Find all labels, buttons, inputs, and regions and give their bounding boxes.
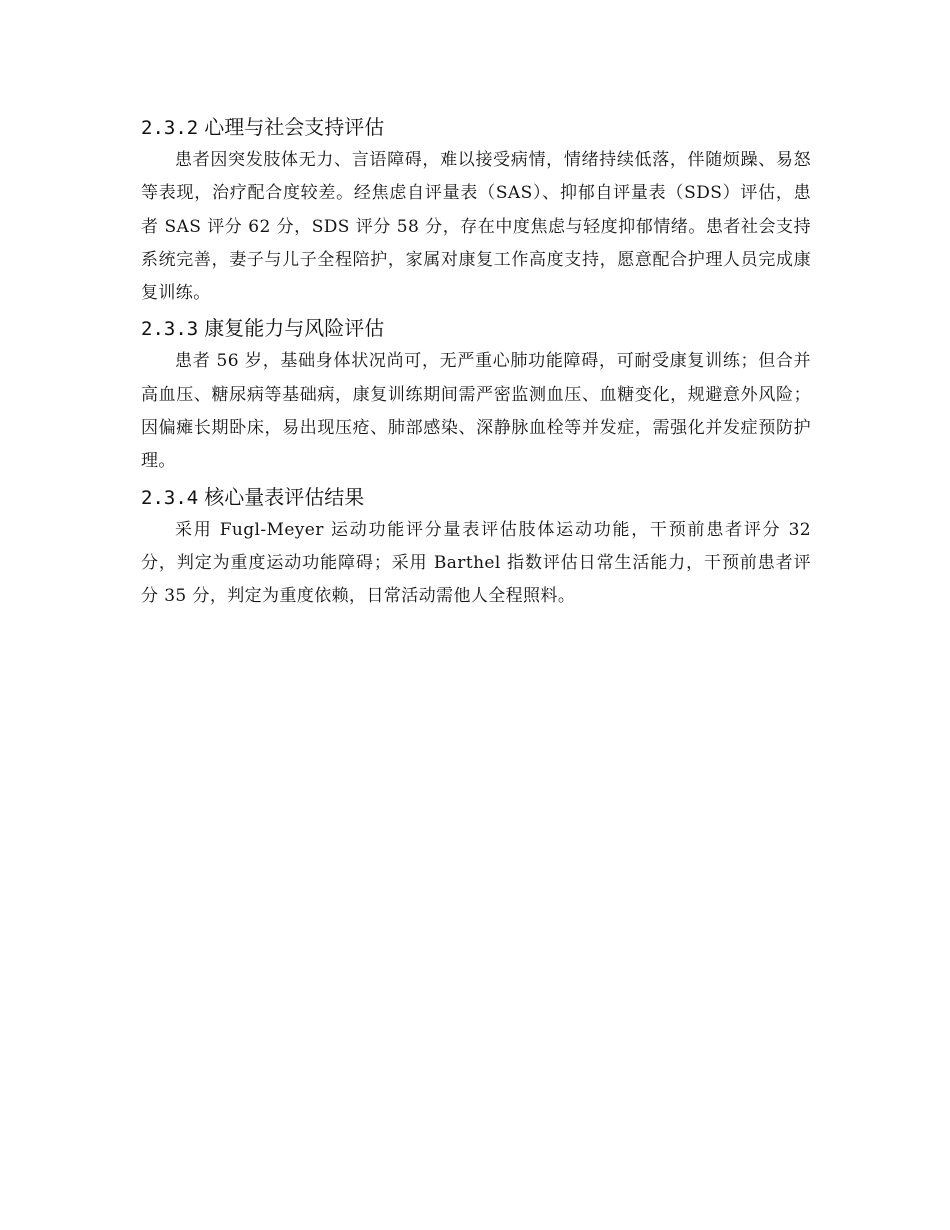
section-paragraph: 采用 Fugl-Meyer 运动功能评分量表评估肢体运动功能，干预前患者评分 32 分，判定为重度运动功能障碍；采用 Barthel 指数评估日常生活能力，干预前患者评分 35 分，判定为重度依赖，日常活动需他人全程照料。: [141, 519, 811, 607]
section-rehab-risk: [141, 313, 811, 478]
section-heading: [141, 112, 811, 142]
section-core-scales: [141, 482, 811, 614]
section-title: 心理与社会支持评估: [204, 115, 385, 139]
section-paragraph: 患者 56 岁，基础身体状况尚可，无严重心肺功能障碍，可耐受康复训练；但合并高血压、糖尿病等基础病，康复训练期间需严密监测血压、血糖变化，规避意外风险；因偏瘫长期卧床，易出现压疮、肺部感染、深静脉血栓等并发症，需强化并发症预防护理。: [141, 351, 811, 472]
section-title: 核心量表评估结果: [204, 484, 365, 509]
section-psych-social: [141, 112, 811, 310]
section-number: 2.3.4: [141, 486, 199, 509]
document-page: [141, 112, 811, 617]
section-title: 康复能力与风险评估: [204, 316, 385, 341]
section-heading: [141, 482, 811, 512]
section-number: 2.3.3: [141, 318, 199, 341]
section-heading: [141, 313, 811, 343]
section-number: 2.3.2: [141, 117, 199, 139]
section-paragraph: 患者因突发肢体无力、言语障碍，难以接受病情，情绪持续低落，伴随烦躁、易怒等表现，治疗配合度较差。经焦虑自评量表（SAS）、抑郁自评量表（SDS）评估，患者 SAS 评分 62 分，SDS 评分 58 分，存在中度焦虑与轻度抑郁情绪。患者社会支持系统完善，妻子与儿子全程陪护，家属对康复工作高度支持，愿意配合护理人员完成康复训练。: [141, 150, 811, 304]
